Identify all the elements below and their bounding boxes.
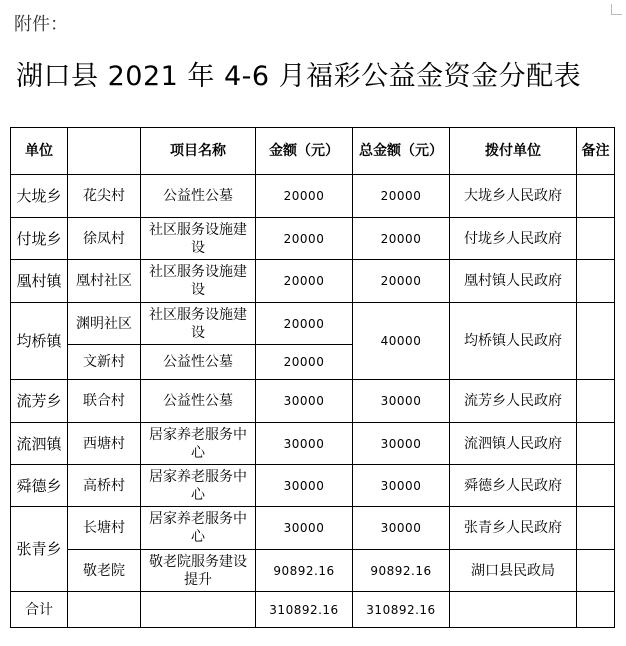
amount-cell: 20000 [256, 345, 353, 380]
total-row [11, 592, 615, 628]
header-row [11, 128, 615, 175]
town-cell: 凰村镇 [11, 260, 68, 303]
allocation-table [10, 127, 615, 628]
payer-cell: 张青乡人民政府 [450, 507, 577, 550]
total-cell: 20000 [353, 218, 450, 260]
town-cell: 大垅乡 [11, 175, 68, 218]
remark-cell [577, 218, 615, 260]
town-cell: 付垅乡 [11, 218, 68, 260]
header-project: 项目名称 [141, 128, 256, 175]
total-cell: 20000 [353, 260, 450, 303]
total-village-cell [68, 592, 141, 628]
total-label: 合计 [11, 592, 68, 628]
village-cell: 渊明社区 [68, 303, 141, 345]
amount-cell: 30000 [256, 507, 353, 550]
total-cell: 30000 [353, 380, 450, 423]
village-cell: 文新村 [68, 345, 141, 380]
amount-cell: 20000 [256, 303, 353, 345]
town-cell: 流泗镇 [11, 423, 68, 465]
payer-cell: 大垅乡人民政府 [450, 175, 577, 218]
project-cell: 社区服务设施建设 [141, 303, 256, 345]
payer-cell: 付垅乡人民政府 [450, 218, 577, 260]
table-row [11, 507, 615, 550]
project-cell: 敬老院服务建设提升 [141, 550, 256, 592]
amount-cell: 20000 [256, 218, 353, 260]
amount-cell: 20000 [256, 260, 353, 303]
remark-cell [577, 550, 615, 592]
village-cell: 联合村 [68, 380, 141, 423]
remark-cell [577, 423, 615, 465]
payer-cell: 凰村镇人民政府 [450, 260, 577, 303]
town-cell: 张青乡 [11, 507, 68, 592]
payer-cell: 流芳乡人民政府 [450, 380, 577, 423]
total-cell: 30000 [353, 507, 450, 550]
project-cell: 居家养老服务中心 [141, 507, 256, 550]
payer-cell: 流泗镇人民政府 [450, 423, 577, 465]
table-row [11, 303, 615, 345]
payer-cell: 均桥镇人民政府 [450, 303, 577, 380]
remark-cell [577, 260, 615, 303]
project-cell: 公益性公墓 [141, 380, 256, 423]
header-blank [68, 128, 141, 175]
amount-cell: 20000 [256, 175, 353, 218]
total-project-cell [141, 592, 256, 628]
total-cell: 20000 [353, 175, 450, 218]
page-corner-mark [611, 4, 622, 15]
payer-cell: 湖口县民政局 [450, 550, 577, 592]
table-row [11, 260, 615, 303]
remark-cell [577, 175, 615, 218]
table-row [11, 423, 615, 465]
remark-cell [577, 303, 615, 380]
payer-cell: 舜德乡人民政府 [450, 465, 577, 507]
remark-cell [577, 465, 615, 507]
total-payer-cell [450, 592, 577, 628]
header-payer: 拨付单位 [450, 128, 577, 175]
attachment-label: 附件： [14, 14, 68, 35]
village-cell: 徐凤村 [68, 218, 141, 260]
table-row [11, 218, 615, 260]
total-remark-cell [577, 592, 615, 628]
town-cell: 均桥镇 [11, 303, 68, 380]
header-amount: 金额（元） [256, 128, 353, 175]
amount-cell: 30000 [256, 380, 353, 423]
total-amount-cell: 310892.16 [256, 592, 353, 628]
grand-total-cell: 310892.16 [353, 592, 450, 628]
village-cell: 西塘村 [68, 423, 141, 465]
document-title: 湖口县 2021 年 4-6 月福彩公益金资金分配表 [16, 61, 582, 92]
town-cell: 舜德乡 [11, 465, 68, 507]
header-total: 总金额（元） [353, 128, 450, 175]
total-cell: 30000 [353, 465, 450, 507]
town-cell: 流芳乡 [11, 380, 68, 423]
table-row [11, 175, 615, 218]
village-cell: 敬老院 [68, 550, 141, 592]
table-row [11, 380, 615, 423]
total-cell: 90892.16 [353, 550, 450, 592]
header-remark: 备注 [577, 128, 615, 175]
project-cell: 公益性公墓 [141, 175, 256, 218]
table-row [11, 550, 615, 592]
total-cell: 30000 [353, 423, 450, 465]
project-cell: 社区服务设施建设 [141, 260, 256, 303]
project-cell: 居家养老服务中心 [141, 423, 256, 465]
project-cell: 居家养老服务中心 [141, 465, 256, 507]
header-unit: 单位 [11, 128, 68, 175]
table-row [11, 465, 615, 507]
amount-cell: 30000 [256, 423, 353, 465]
village-cell: 凰村社区 [68, 260, 141, 303]
amount-cell: 90892.16 [256, 550, 353, 592]
total-cell: 40000 [353, 303, 450, 380]
project-cell: 社区服务设施建设 [141, 218, 256, 260]
village-cell: 高桥村 [68, 465, 141, 507]
amount-cell: 30000 [256, 465, 353, 507]
remark-cell [577, 507, 615, 550]
village-cell: 花尖村 [68, 175, 141, 218]
village-cell: 长塘村 [68, 507, 141, 550]
remark-cell [577, 380, 615, 423]
project-cell: 公益性公墓 [141, 345, 256, 380]
